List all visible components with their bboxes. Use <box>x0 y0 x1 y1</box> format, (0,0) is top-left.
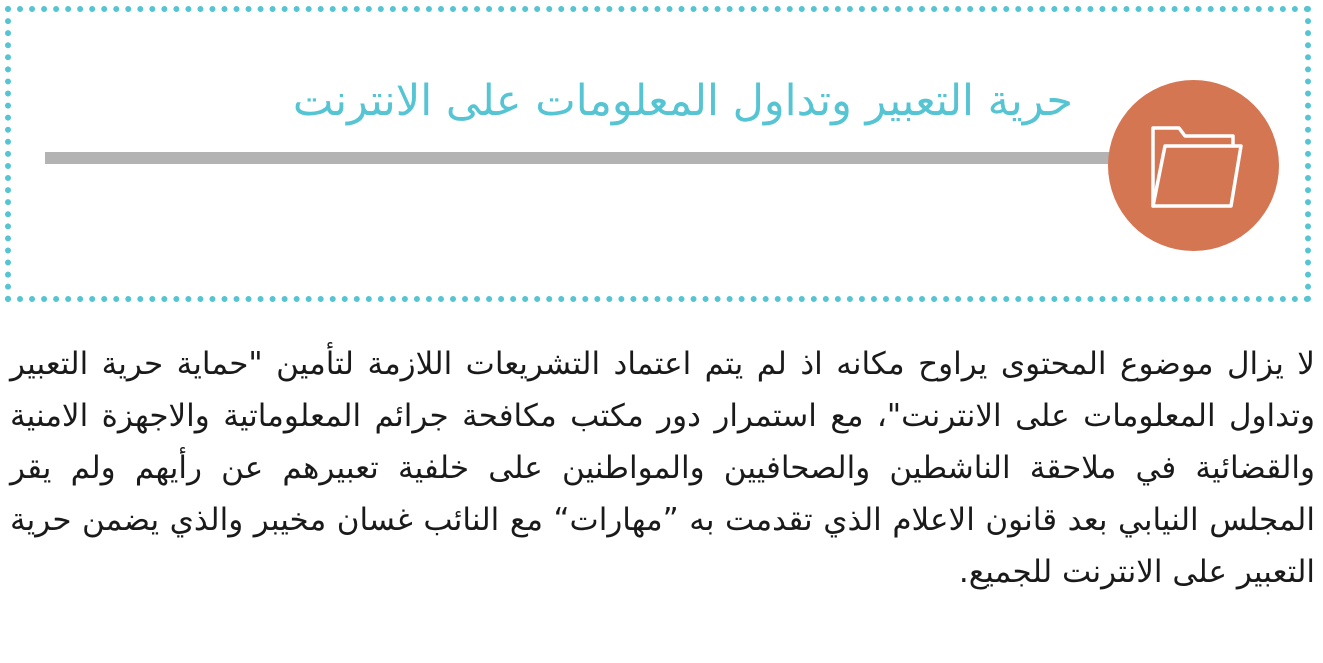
folder-icon-badge <box>1108 80 1279 251</box>
body-paragraph: لا يزال موضوع المحتوى يراوح مكانه اذ لم يتم اعتماد التشريعات اللازمة لتأمين "حماية حرية التعبير وتداول المعلومات على الانترنت"، مع استمرار دور مكتب مكافحة جرائم المعلوماتية والاجهزة الامنية والقضائية في ملاحقة الناشطين والصحافيين والمواطنين على خلفية تعبيرهم عن رأيهم ولم يقر المجلس النيابي بعد قانون الاعلام الذي تقدمت به ”مهارات“ مع النائب غسان مخيبر والذي يضمن حرية التعبير على الانترنت للجميع. <box>10 346 1315 590</box>
folder-icon <box>1145 120 1245 212</box>
page-title: حرية التعبير وتداول المعلومات على الانترنت <box>292 76 1073 126</box>
title-divider <box>45 152 1115 164</box>
